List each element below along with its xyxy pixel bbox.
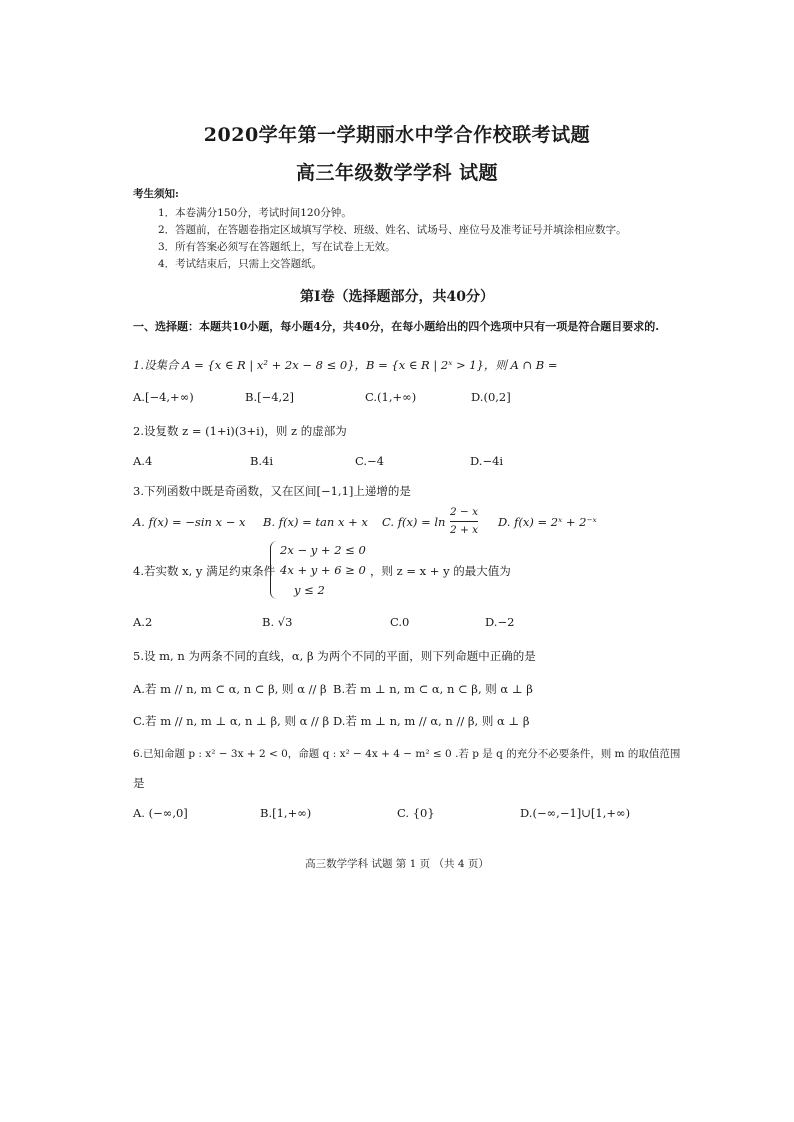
notice-item-3: 3．所有答案必须写在答题纸上，写在试卷上无效。 bbox=[158, 241, 396, 253]
q6-option-c: C. {0} bbox=[397, 806, 435, 820]
q4-constraint-1: 2x − y + 2 ≤ 0 bbox=[280, 543, 366, 557]
q4-constraint-2: 4x + y + 6 ≥ 0 bbox=[280, 563, 366, 577]
notice-heading: 考生须知: bbox=[133, 188, 179, 200]
q4-option-a: A.2 bbox=[133, 615, 153, 629]
q4-option-d: D.−2 bbox=[485, 615, 515, 629]
q6-stem-line2: 是 bbox=[133, 776, 145, 790]
q1-option-c: C.(1,+∞) bbox=[365, 390, 417, 404]
q1-option-a: A.[−4,+∞) bbox=[133, 390, 194, 404]
notice-item-2: 2．答题前，在答题卷指定区域填写学校、班级、姓名、试场号、座位号及准考证号并填涂相应数字。 bbox=[158, 224, 627, 236]
q2-option-b: B.4i bbox=[250, 454, 274, 468]
q5-option-d: D.若 m ⊥ n, m // α, n // β, 则 α ⊥ β bbox=[333, 714, 530, 728]
q5-option-c: C.若 m // n, m ⊥ α, n ⊥ β, 则 α // β bbox=[133, 714, 330, 728]
constraint-brace bbox=[270, 541, 277, 599]
q4-option-b: B. √3 bbox=[262, 615, 293, 629]
q2-option-a: A.4 bbox=[133, 454, 153, 468]
q3-option-a: A. f(x) = −sin x − x bbox=[133, 515, 246, 529]
q5-stem: 5.设 m, n 为两条不同的直线，α, β 为两个不同的平面，则下列命题中正确的是 bbox=[133, 649, 536, 663]
q2-stem: 2.设复数 z = (1+i)(3+i)，则 z 的虚部为 bbox=[133, 424, 347, 438]
notice-item-1: 1．本卷满分150分，考试时间120分钟。 bbox=[158, 207, 352, 219]
q4-option-c: C.0 bbox=[390, 615, 410, 629]
q1-stem: 1.设集合 A = {x ∈ R | x² + 2x − 8 ≤ 0}，B = {x ∈ R | 2ˣ > 1}，则 A ∩ B = bbox=[133, 358, 558, 372]
section-heading: 第Ⅰ卷（选择题部分，共40分） bbox=[299, 289, 495, 305]
part-heading: 一、选择题：本题共10小题，每小题4分，共40分，在每小题给出的四个选项中只有一项是符合题目要求的. bbox=[133, 320, 660, 333]
q1-option-d: D.(0,2] bbox=[471, 390, 511, 404]
q6-option-d: D.(−∞,−1]∪[1,+∞) bbox=[520, 806, 631, 820]
q3-option-c-denominator: 2 + x bbox=[449, 524, 479, 536]
q3-option-c-prefix: C. f(x) = ln bbox=[382, 515, 446, 529]
q4-stem-suffix: ，则 z = x + y 的最大值为 bbox=[370, 564, 511, 578]
exam-title-line2: 高三年级数学学科 试题 bbox=[295, 162, 499, 184]
q3-fraction-bar bbox=[450, 521, 478, 522]
q4-constraint-3: y ≤ 2 bbox=[294, 583, 325, 597]
q6-option-b: B.[1,+∞) bbox=[260, 806, 312, 820]
q6-option-a: A. (−∞,0] bbox=[133, 806, 188, 820]
exam-title-line1: 2020学年第一学期丽水中学合作校联考试题 bbox=[203, 124, 591, 146]
q3-option-c-numerator: 2 − x bbox=[449, 506, 479, 518]
page-footer: 高三数学学科 试题 第 1 页 （共 4 页） bbox=[305, 858, 489, 870]
q3-stem: 3.下列函数中既是奇函数，又在区间[−1,1]上递增的是 bbox=[133, 484, 411, 498]
q5-option-a: A.若 m // n, m ⊂ α, n ⊂ β, 则 α // β bbox=[133, 682, 327, 696]
q1-option-b: B.[−4,2] bbox=[245, 390, 295, 404]
q3-option-d: D. f(x) = 2ˣ + 2⁻ˣ bbox=[498, 515, 597, 529]
q4-stem-prefix: 4.若实数 x, y 满足约束条件 bbox=[133, 564, 276, 578]
q3-option-b: B. f(x) = tan x + x bbox=[263, 515, 368, 529]
q2-option-d: D.−4i bbox=[470, 454, 504, 468]
q2-option-c: C.−4 bbox=[355, 454, 384, 468]
notice-item-4: 4．考试结束后，只需上交答题纸。 bbox=[158, 258, 323, 270]
q6-stem-line1: 6.已知命题 p : x² − 3x + 2 < 0，命题 q : x² − 4x + 4 − m² ≤ 0 .若 p 是 q 的充分不必要条件，则 m 的取值范围 bbox=[133, 748, 681, 760]
q5-option-b: B.若 m ⊥ n, m ⊂ α, n ⊂ β, 则 α ⊥ β bbox=[333, 682, 533, 696]
